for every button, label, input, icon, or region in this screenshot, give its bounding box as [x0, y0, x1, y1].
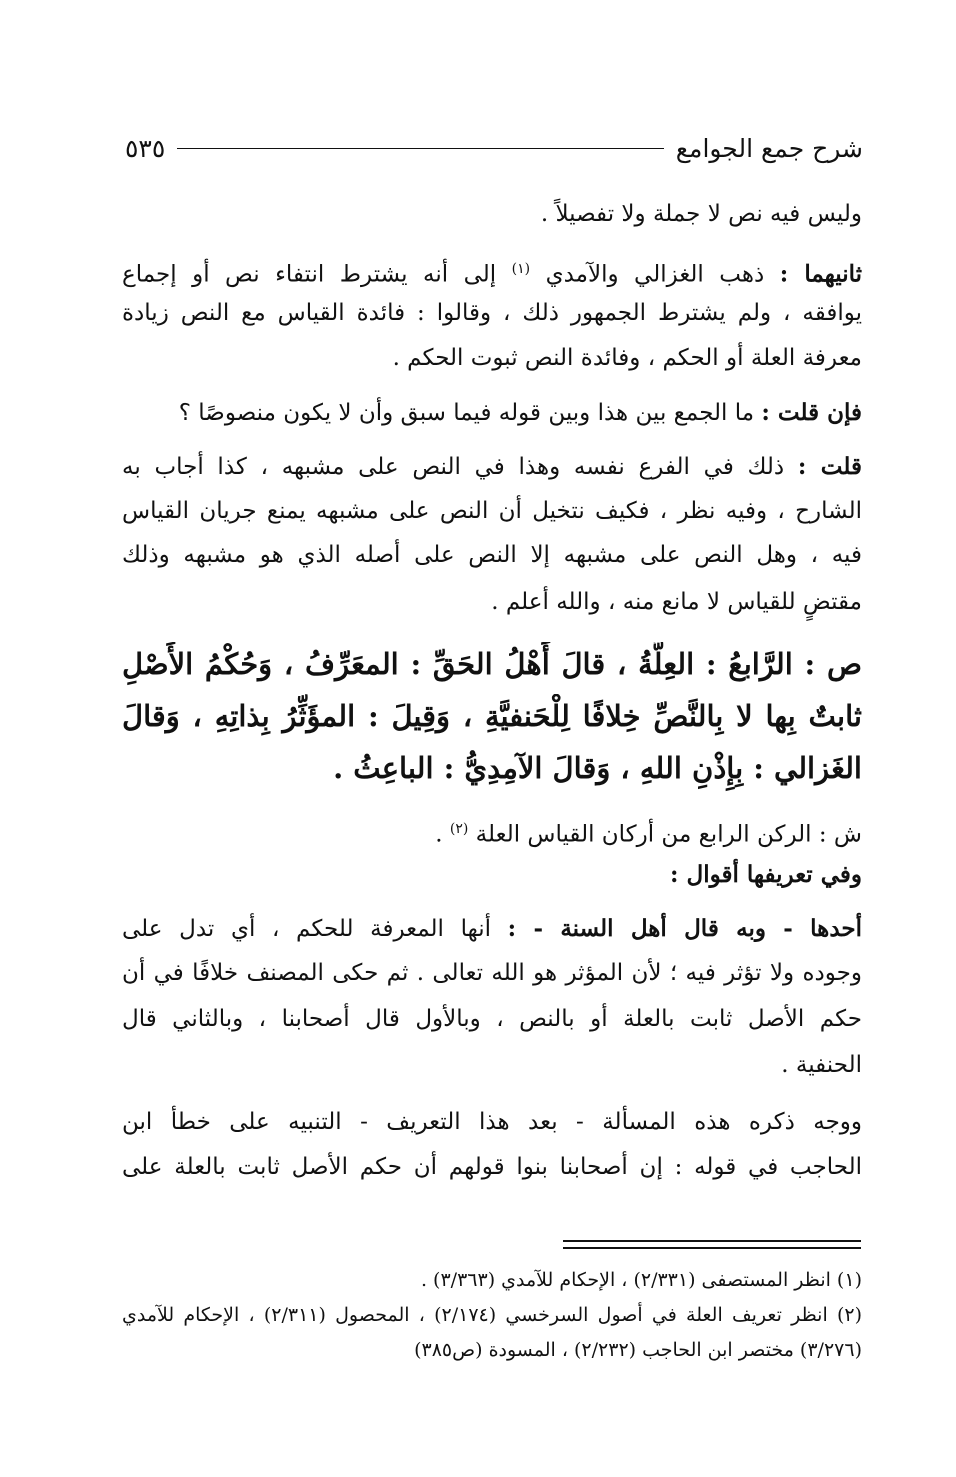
text-line	[122, 1150, 862, 1186]
footnote-separator	[563, 1240, 861, 1249]
paragraph-lead: قلت :	[797, 453, 862, 480]
line-text: فيه ، وهل النص على مشبهه إلا النص على أصله الذي هو مشبهه وذلك	[122, 542, 862, 568]
footnote	[122, 1301, 862, 1331]
running-header	[125, 128, 863, 168]
footnote-text: (٣/٢٧٦) مختصر ابن الحاجب (٢/٢٣٢) ، المسودة (ص٣٨٥)	[414, 1339, 862, 1361]
footnote-text: (٢) انظر تعريف العلة في أصول السرخسي (٢/١٧٤) ، المحصول (٢/٣١١) ، الإحكام للآمدي	[122, 1304, 862, 1326]
text-line	[122, 1105, 862, 1141]
line-text: ذلك في الفرع نفسه وهذا في النص على مشبهه ، كذا أجاب به	[122, 454, 798, 480]
line-text: أنها المعرفة للحكم ، أي تدل على	[122, 916, 508, 942]
line-text: ش : الركن الرابع من أركان القياس العلة	[468, 821, 862, 848]
paragraph-lead: وفي تعريفها أقوال :	[670, 861, 862, 888]
footnote-text: (١) انظر المستصفى (٢/٣٣١) ، الإحكام للآمدي (٣/٣٦٣) .	[420, 1269, 862, 1291]
text-line	[122, 450, 862, 486]
footnote	[122, 1266, 862, 1296]
text-line	[122, 1002, 862, 1038]
text-line	[122, 956, 862, 992]
text-line	[122, 858, 862, 894]
text-line	[122, 396, 862, 432]
footnote	[122, 1336, 862, 1366]
line-text: ووجه ذكره هذه المسألة - بعد هذا التعريف - التنبيه على خطأ ابن	[122, 1109, 862, 1135]
paragraph-lead: أحدها - وبه قال أهل السنة - :	[507, 915, 862, 942]
line-text: حكم الأصل ثابت بالعلة أو بالنص ، وبالأول قال أصحابنا ، وبالثاني قال	[122, 1006, 862, 1032]
line-text: ذهب الغزالي والآمدي	[530, 261, 780, 288]
footnote-ref: (١)	[511, 261, 531, 277]
text-line	[122, 912, 862, 948]
matn-line	[122, 642, 862, 688]
page-number: ٥٣٥	[125, 133, 166, 163]
paragraph-lead: فإن قلت :	[761, 399, 862, 426]
text-line	[122, 494, 862, 530]
header-rule	[177, 148, 663, 149]
text-line	[122, 197, 862, 233]
text-line	[122, 538, 862, 574]
line-text: الحاجب في قوله : إن أصحابنا بنوا قولهم أن حكم الأصل ثابت بالعلة على	[122, 1154, 862, 1180]
line-text: يوافقه ، ولم يشترط الجمهور ذلك ، وقالوا : فائدة القياس مع النص زيادة	[122, 300, 862, 326]
line-text: الشارح ، وفيه نظر ، فكيف نتخيل أن النص على مشبهه يمنع جريان القياس	[122, 498, 862, 524]
text-line	[122, 585, 862, 621]
matn-line	[122, 694, 862, 740]
line-text: ما الجمع بين هذا وبين قوله فيما سبق وأن لا يكون منصوصًا ؟	[178, 400, 762, 426]
line-text: وجوده ولا تؤثر فيه ؛ لأن المؤثر هو الله تعالى . ثم حكى المصنف خلافًا في أن	[122, 960, 862, 986]
text-line	[122, 296, 862, 332]
line-text: الحنفية .	[781, 1052, 862, 1078]
line-text: معرفة العلة أو الحكم ، وفائدة النص ثبوت الحكم .	[392, 345, 862, 371]
text-line	[122, 1048, 862, 1084]
text-line	[122, 812, 862, 848]
footnote-ref: (٢)	[449, 821, 469, 837]
matn-line	[122, 746, 862, 792]
text-line	[122, 252, 862, 288]
line-text: .	[435, 821, 450, 848]
line-text: الغَزالي : بِإِذْنِ اللهِ ، وَقالَ الآمِدِيُّ : الباعِثُ .	[333, 751, 862, 785]
paragraph-lead: ثانيهما :	[779, 260, 862, 288]
text-line	[122, 341, 862, 377]
line-text: وليس فيه نص لا جملة ولا تفصيلاً .	[540, 201, 862, 227]
line-text: إلى أنه يشترط انتفاء نص أو إجماع	[122, 261, 512, 288]
line-text: ص : الرَّابعُ : العِلَّةُ ، قالَ أَهْلُ الحَقِّ : المعَرِّفُ ، وَحُكْمُ الأَصْلِ	[122, 647, 862, 681]
header-title: شرح جمع الجوامع	[675, 133, 863, 163]
line-text: مقتضٍ للقياس لا مانع منه ، والله أعلم .	[491, 589, 862, 615]
line-text: ثابتٌ بِها لا بِالنَّصِّ خِلافًا لِلْحَنفيَّةِ ، وَقِيلَ : المؤَثِّرُ بِذاتِهِ ، وَقالَ	[122, 699, 862, 733]
